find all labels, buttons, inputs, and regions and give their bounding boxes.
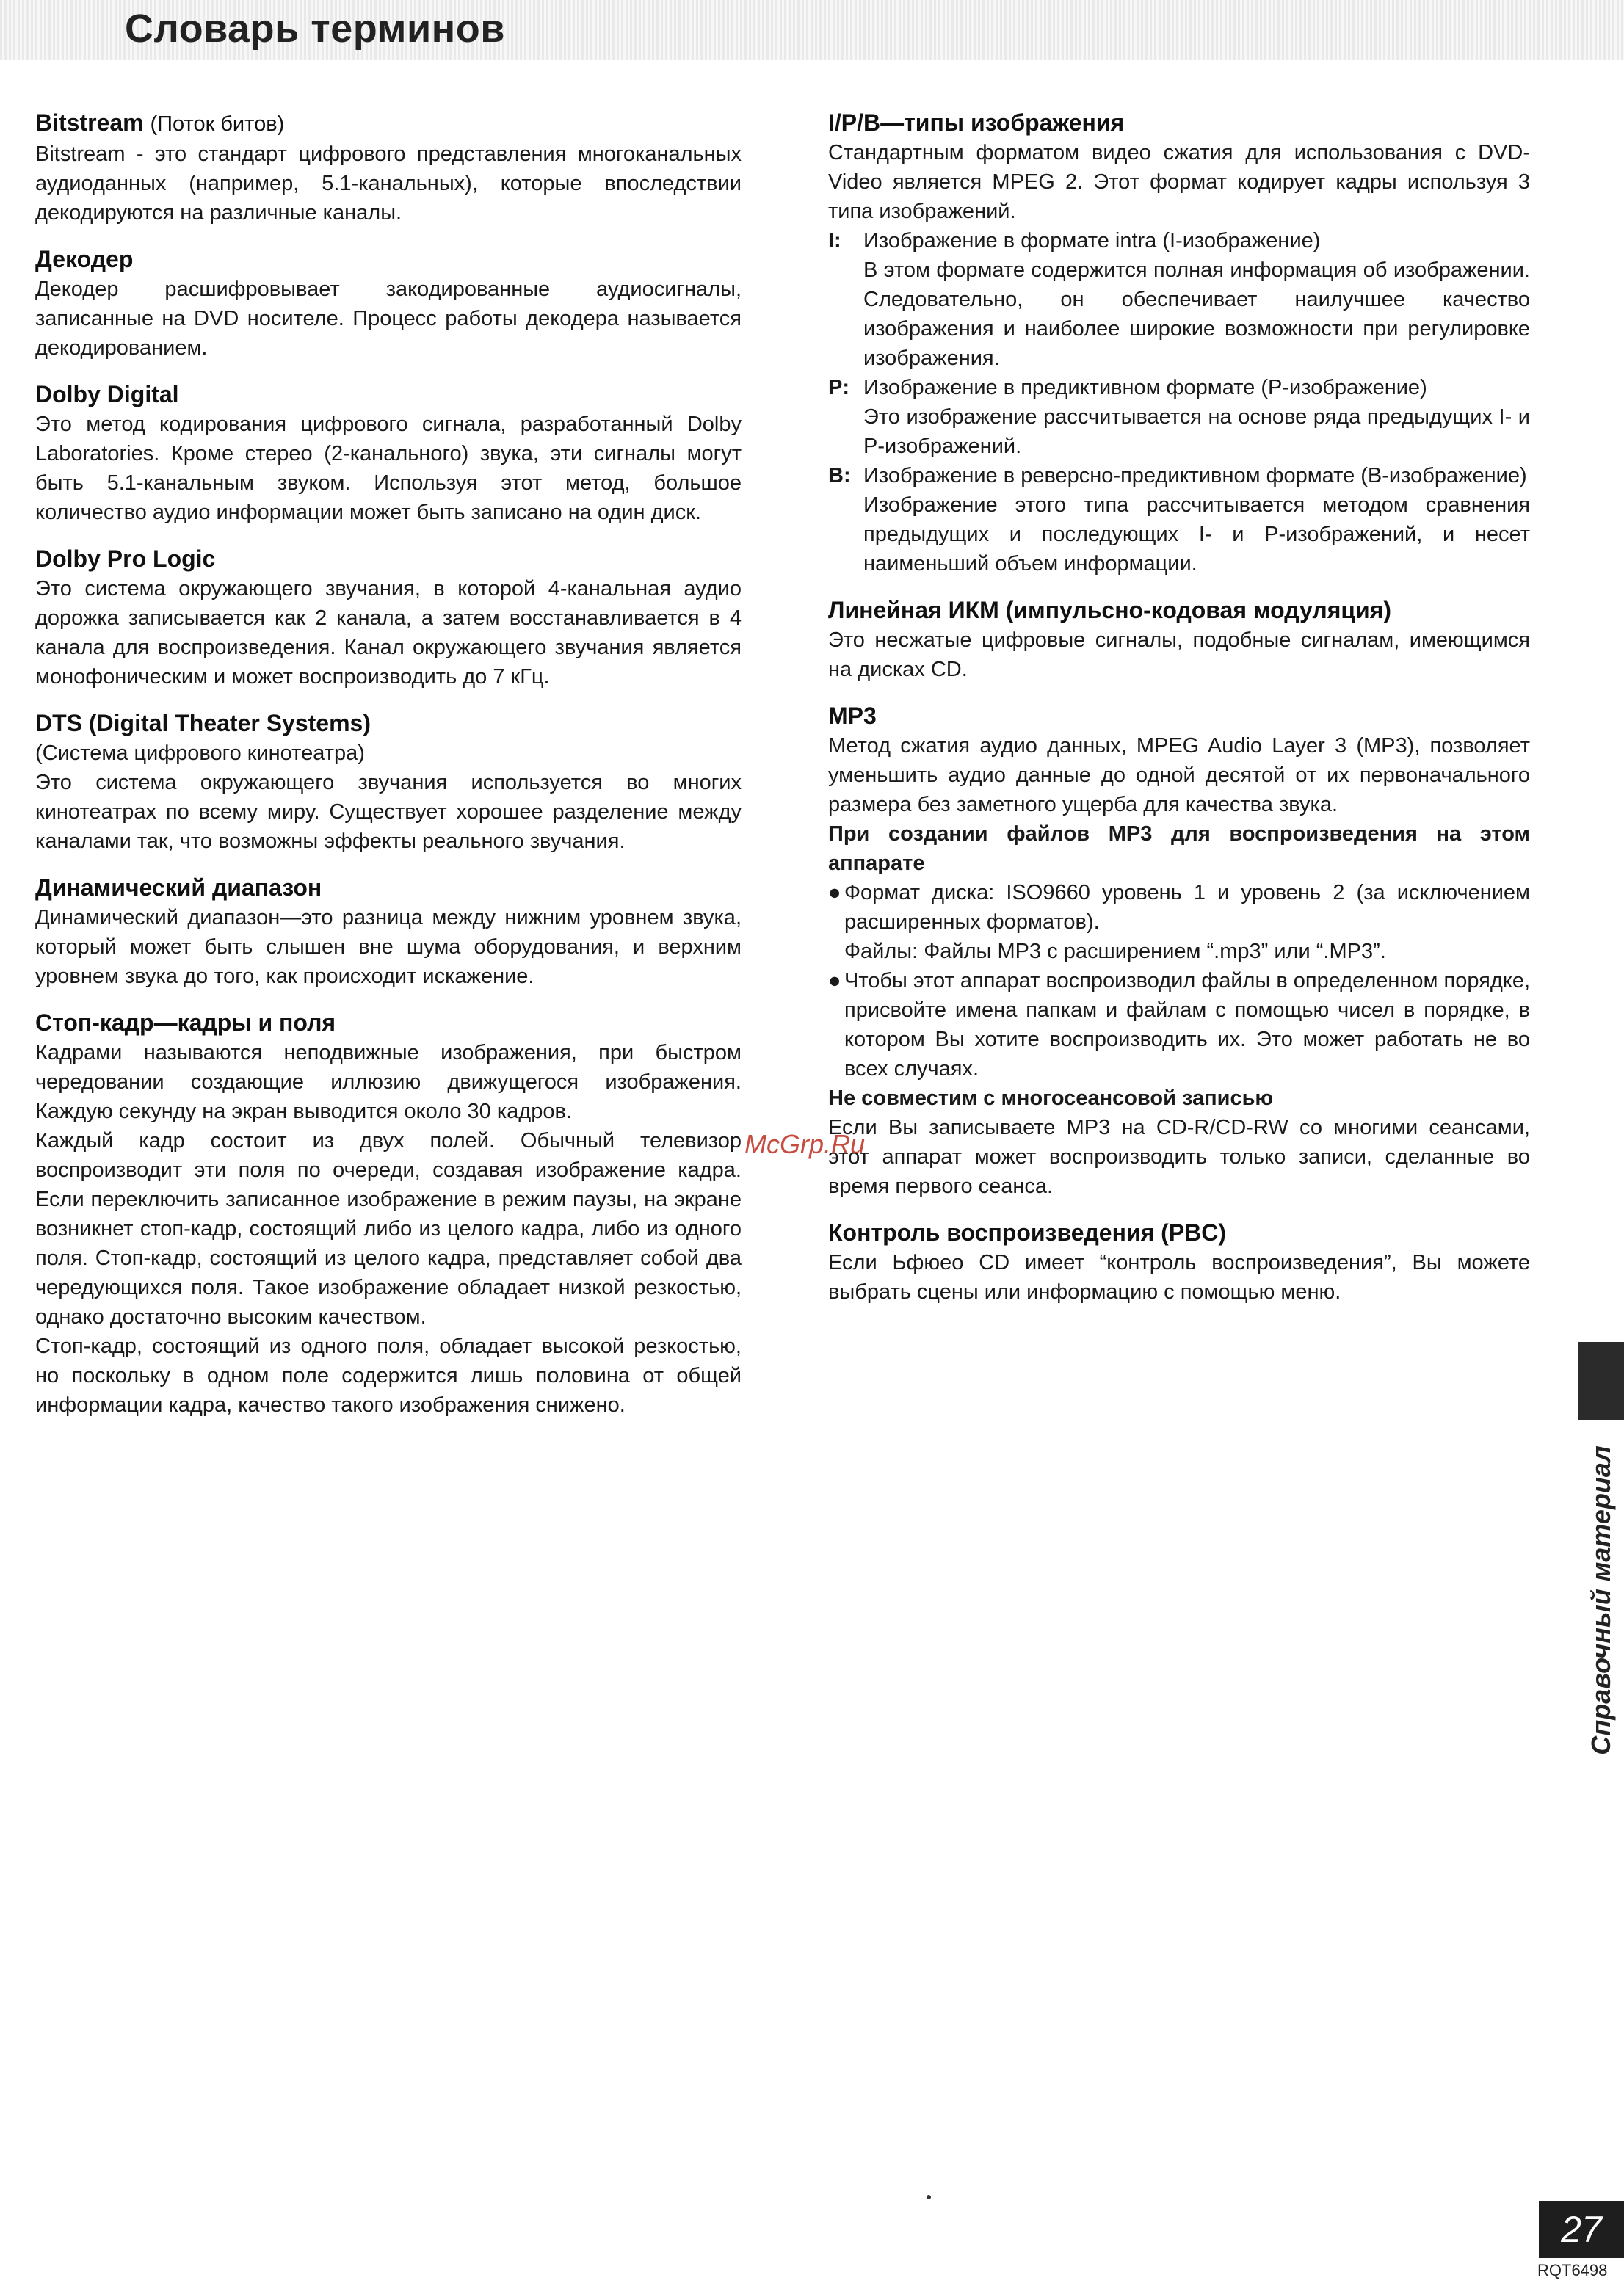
bullet-text: Формат диска: ISO9660 уровень 1 и уровень 2 (за исключением расширенных форматов). [844,881,1530,934]
term-heading: Dolby Pro Logic [35,545,216,572]
term-ipb [828,107,1530,578]
term-pbc [828,1217,1530,1307]
left-column [35,107,742,1436]
term-decoder [35,244,742,363]
bullet-icon: ● [828,969,841,993]
term-heading: Dolby Digital [35,381,179,407]
term-text: Метод сжатия аудио данных, MPEG Audio Layer 3 (MP3), позволяет уменьшить аудио данные до одной десятой от их первоначального размера без заметного ущерба для качества звука. [828,734,1530,816]
term-subtitle: (Поток битов) [150,112,285,136]
term-dts [35,708,742,856]
term-text: Декодер расшифровывает закодированные аудиосигналы, записанные на DVD носителе. Процесс работы декодера называется декодированием. [35,277,742,360]
picture-type-i [828,226,1530,373]
term-text: Если Ьфюео CD имеет “контроль воспроизведения”, Вы можете выбрать сцены или информацию с помощью меню. [828,1251,1530,1304]
term-text: Динамический диапазон—это разница между нижним уровнем звука, который может быть слышен вне шума оборудования, и верхним уровнем звука до того, как происходит искажение. [35,906,742,988]
term-heading: Динамический диапазон [35,874,322,901]
mp3-multisession-heading: Не совместим с многосеансовой записью [828,1086,1274,1110]
term-text: Стоп-кадр, состоящий из одного поля, обладает высокой резкостью, но поскольку в одном поле содержится лишь половина от общей информации кадра, качество такого изображения снижено. [35,1335,742,1417]
picture-type-p [828,373,1530,461]
bullet-files: Файлы: Файлы MP3 с расширением “.mp3” или “.MP3”. [844,940,1386,963]
type-desc: В этом формате содержится полная информация об изображении. Следовательно, он обеспечивает наилучшее качество изображения и наиболее широкие возможности при регулировке изображения. [863,258,1530,370]
type-title: Изображение в предиктивном формате (P-изображение) [863,376,1427,399]
term-lpcm [828,595,1530,684]
side-section-label: Справочный материал [1586,1445,1616,1755]
mp3-bullet-order [828,966,1530,1084]
watermark: McGrp.Ru [744,1129,866,1159]
term-heading: I/P/B—типы изображения [828,109,1125,136]
bullet-text: Чтобы этот аппарат воспроизводил файлы в определенном порядке, присвойте имена папкам и файлам с помощью чисел в порядке, в котором Вы хотите воспроизводить их. Это может работать не во всех случаях. [844,969,1531,1081]
term-heading: DTS (Digital Theater Systems) [35,710,371,736]
term-dolby-digital [35,379,742,527]
term-dynamic-range [35,872,742,991]
term-heading: Контроль воспроизведения (PBC) [828,1219,1227,1246]
term-bitstream [35,107,742,228]
term-text: Это система окружающего звучания используется во многих кинотеатрах по всему миру. Существует хорошее разделение между каналами так, что возможны эффекты реального звучания. [35,771,742,853]
right-column [828,107,1530,1323]
term-subtitle: (Система цифрового кинотеатра) [35,741,365,765]
picture-type-b [828,461,1530,578]
type-letter: I: [828,229,841,253]
term-heading [35,107,742,139]
page-number: 27 [1539,2201,1624,2258]
type-desc: Изображение этого типа рассчитывается методом сравнения предыдущих и последующих I- и P-изображений, и несет наименьший объем информации. [863,493,1530,576]
term-mp3 [828,700,1530,1201]
page-title: Словарь терминов [125,7,505,51]
type-letter: B: [828,464,851,487]
term-heading: Стоп-кадр—кадры и поля [35,1009,336,1036]
type-desc: Это изображение рассчитывается на основе ряда предыдущих I- и P-изображений. [863,405,1530,458]
document-code: RQT6498 [1537,2261,1608,2279]
mp3-files-heading: При создании файлов MP3 для воспроизведения на этом аппарате [828,822,1530,875]
term-heading: Линейная ИКМ (импульсно-кодовая модуляция) [828,597,1392,623]
term-text: Если Вы записываете MP3 на CD-R/CD-RW со многими сеансами, этот аппарат может воспроизводить только записи, сделанные во время первого сеанса. [828,1116,1530,1198]
term-text: Кадрами называются неподвижные изображения, при быстром чередовании создающие иллюзию движущегося изображения. Каждую секунду на экран выводится около 30 кадров. [35,1041,742,1123]
bullet-icon: ● [828,881,841,904]
term-dolby-pro-logic [35,543,742,692]
term-text: Bitstream - это стандарт цифрового представления многоканальных аудиоданных (например, 5.1-канальных), которые впоследствии декодируются на различные каналы. [35,142,742,225]
type-title: Изображение в реверсно-предиктивном формате (B-изображение) [863,464,1527,487]
term-text: Это несжатые цифровые сигналы, подобные сигналам, имеющимся на дисках CD. [828,628,1530,681]
mp3-bullet-format [828,878,1530,966]
term-text: Каждый кадр состоит из двух полей. Обычный телевизор воспроизводит эти поля по очереди, создавая изображение кадра. Если переключить записанное изображение в режим паузы, на экране возникнет стоп-кадр, состоящий либо из целого кадра, либо из одного поля. Стоп-кадр, состоящий из целого кадра, представляет собой два чередующихся поля. Такое изображение обладает низкой резкостью, однако достаточно высоким качеством. [35,1129,742,1329]
term-text: Стандартным форматом видео сжатия для использования с DVD-Video является MPEG 2. Этот формат кодирует кадры используя 3 типа изображений. [828,141,1530,223]
type-letter: P: [828,376,849,399]
term-still-frame [35,1007,742,1420]
term-text: Это система окружающего звучания, в которой 4-канальная аудио дорожка записывается как 2 канала, а затем восстанавливается в 4 канала для воспроизведения. Канал окружающего звучания является монофоническим и может воспроизводить до 7 кГц. [35,577,742,689]
side-tab-marker [1578,1342,1624,1420]
term-name: Bitstream [35,109,144,136]
type-title: Изображение в формате intra (I-изображение) [863,229,1321,253]
term-heading: MP3 [828,703,877,729]
term-text: Это метод кодирования цифрового сигнала, разработанный Dolby Laboratories. Кроме стерео (2-канального) звука, эти сигналы могут быть 5.1-канальным звуком. Используя этот метод, большое количество аудио информации может быть записано на один диск. [35,413,742,524]
stray-dot [927,2195,931,2199]
term-heading: Декодер [35,246,134,272]
